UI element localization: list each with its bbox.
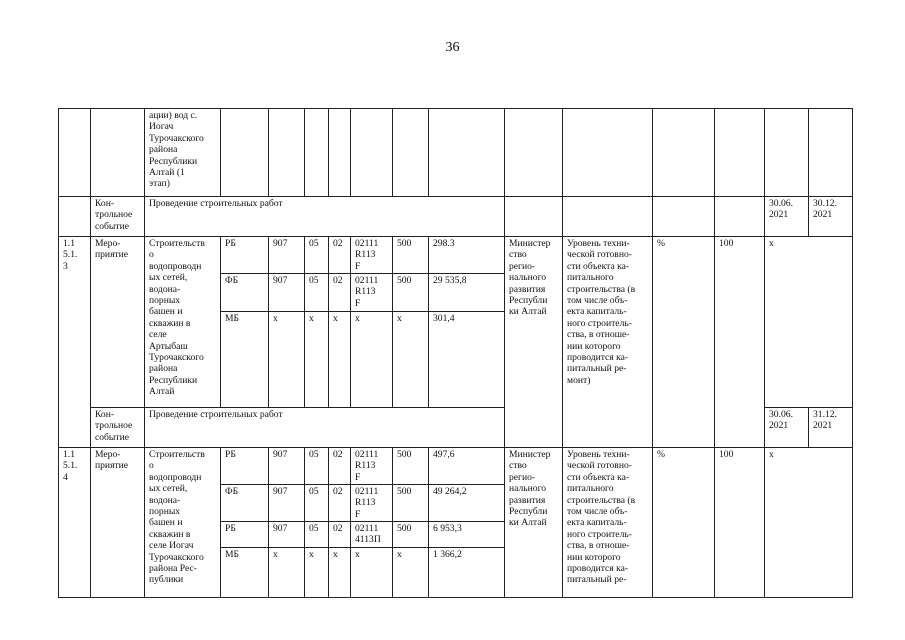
grbs-code: 907 — [269, 274, 305, 312]
control-event-label: Кон- трольное событие — [91, 197, 145, 237]
section-code: x — [305, 312, 329, 408]
unit: % — [653, 237, 715, 408]
item-name: Строительств о водопроводн ых сетей, водона- порных башен и скважин в селе Иогач Турочакского района Рес- публики — [145, 448, 221, 598]
unit: % — [653, 448, 715, 598]
target-article: x — [351, 312, 393, 408]
amount: 29 535,8 — [429, 274, 505, 312]
executor: Министер ство регио- нального развития Республи ки Алтай — [505, 237, 563, 448]
control-event-text: Проведение строительных работ — [145, 408, 505, 448]
target-article: 02111 R113 F — [351, 237, 393, 274]
expense-type: 500 — [393, 485, 429, 522]
grbs-code: 907 — [269, 237, 305, 274]
section-code: 05 — [305, 448, 329, 485]
grbs-code: 907 — [269, 485, 305, 522]
mark: x — [765, 448, 853, 598]
target-article: x — [351, 548, 393, 598]
amount: 301,4 — [429, 312, 505, 408]
item-type: Меро- приятие — [91, 237, 145, 408]
amount: 6 953,3 — [429, 522, 505, 548]
target-value: 100 — [715, 237, 765, 408]
section-code: 05 — [305, 237, 329, 274]
funding-source: МБ — [221, 548, 269, 598]
program-table — [58, 108, 853, 598]
target-article: 02111 R113 F — [351, 274, 393, 312]
control-event-row — [59, 197, 853, 237]
target-article: 02111 R113 F — [351, 485, 393, 522]
section-code: 05 — [305, 485, 329, 522]
amount: 298.3 — [429, 237, 505, 274]
control-date-start: 30.06. 2021 — [765, 197, 809, 237]
item-code: 1.1 5.1. 3 — [59, 237, 91, 408]
funding-source: ФБ — [221, 485, 269, 522]
section-code: 05 — [305, 522, 329, 548]
funding-source: РБ — [221, 448, 269, 485]
mark: x — [765, 237, 853, 408]
target-article: 02111 4113П — [351, 522, 393, 548]
expense-type: x — [393, 548, 429, 598]
control-event-row — [59, 408, 853, 448]
indicator: Уровень техни- ческой готовно- сти объекта ка- питального строительства (в том числе объ- екта капиталь- ного строитель- ства, в отноше- нии которого проводится ка- питальный ре- монт) — [563, 237, 653, 448]
subsection-code: 02 — [329, 485, 351, 522]
grbs-code: 907 — [269, 522, 305, 548]
expense-type: 500 — [393, 522, 429, 548]
target-article: 02111 R113 F — [351, 448, 393, 485]
item-type: Меро- приятие — [91, 448, 145, 598]
funding-source: РБ — [221, 522, 269, 548]
amount: 49 264,2 — [429, 485, 505, 522]
grbs-code: 907 — [269, 448, 305, 485]
subsection-code: 02 — [329, 274, 351, 312]
grbs-code: x — [269, 312, 305, 408]
subsection-code: 02 — [329, 448, 351, 485]
table-row — [59, 109, 853, 197]
funding-source: МБ — [221, 312, 269, 408]
control-date-end: 31.12. 2021 — [809, 408, 853, 448]
table-row — [59, 237, 853, 274]
expense-type: 500 — [393, 274, 429, 312]
control-date-start: 30.06. 2021 — [765, 408, 809, 448]
control-event-text: Проведение строительных работ — [145, 197, 505, 237]
subsection-code: 02 — [329, 237, 351, 274]
expense-type: 500 — [393, 237, 429, 274]
funding-source: РБ — [221, 237, 269, 274]
section-code: 05 — [305, 274, 329, 312]
code-cell — [59, 109, 91, 197]
expense-type: x — [393, 312, 429, 408]
subsection-code: x — [329, 548, 351, 598]
target-value: 100 — [715, 448, 765, 598]
funding-source: ФБ — [221, 274, 269, 312]
table-row — [59, 448, 853, 485]
page-number: 36 — [445, 40, 460, 55]
name-cell: ации) вод с. Иогач Турочакского района Республики Алтай (1 этап) — [145, 109, 221, 197]
item-name: Строительств о водопроводн ых сетей, водона- порных башен и скважин в селе Артыбаш Турочакского района Республики Алтай — [145, 237, 221, 408]
section-code: x — [305, 548, 329, 598]
amount: 497,6 — [429, 448, 505, 485]
control-date-end: 30.12. 2021 — [809, 197, 853, 237]
executor: Министер ство регио- нального развития Республи ки Алтай — [505, 448, 563, 598]
amount: 1 366,2 — [429, 548, 505, 598]
item-code: 1.1 5.1. 4 — [59, 448, 91, 598]
control-event-label: Кон- трольное событие — [91, 408, 145, 448]
type-cell — [91, 109, 145, 197]
subsection-code: 02 — [329, 522, 351, 548]
expense-type: 500 — [393, 448, 429, 485]
subsection-code: x — [329, 312, 351, 408]
grbs-code: x — [269, 548, 305, 598]
indicator: Уровень техни- ческой готовно- сти объекта ка- питального строительства (в том числе объ- екта капиталь- ного строитель- ства, в отноше- нии которого проводится ка- питальный ре- — [563, 448, 653, 598]
